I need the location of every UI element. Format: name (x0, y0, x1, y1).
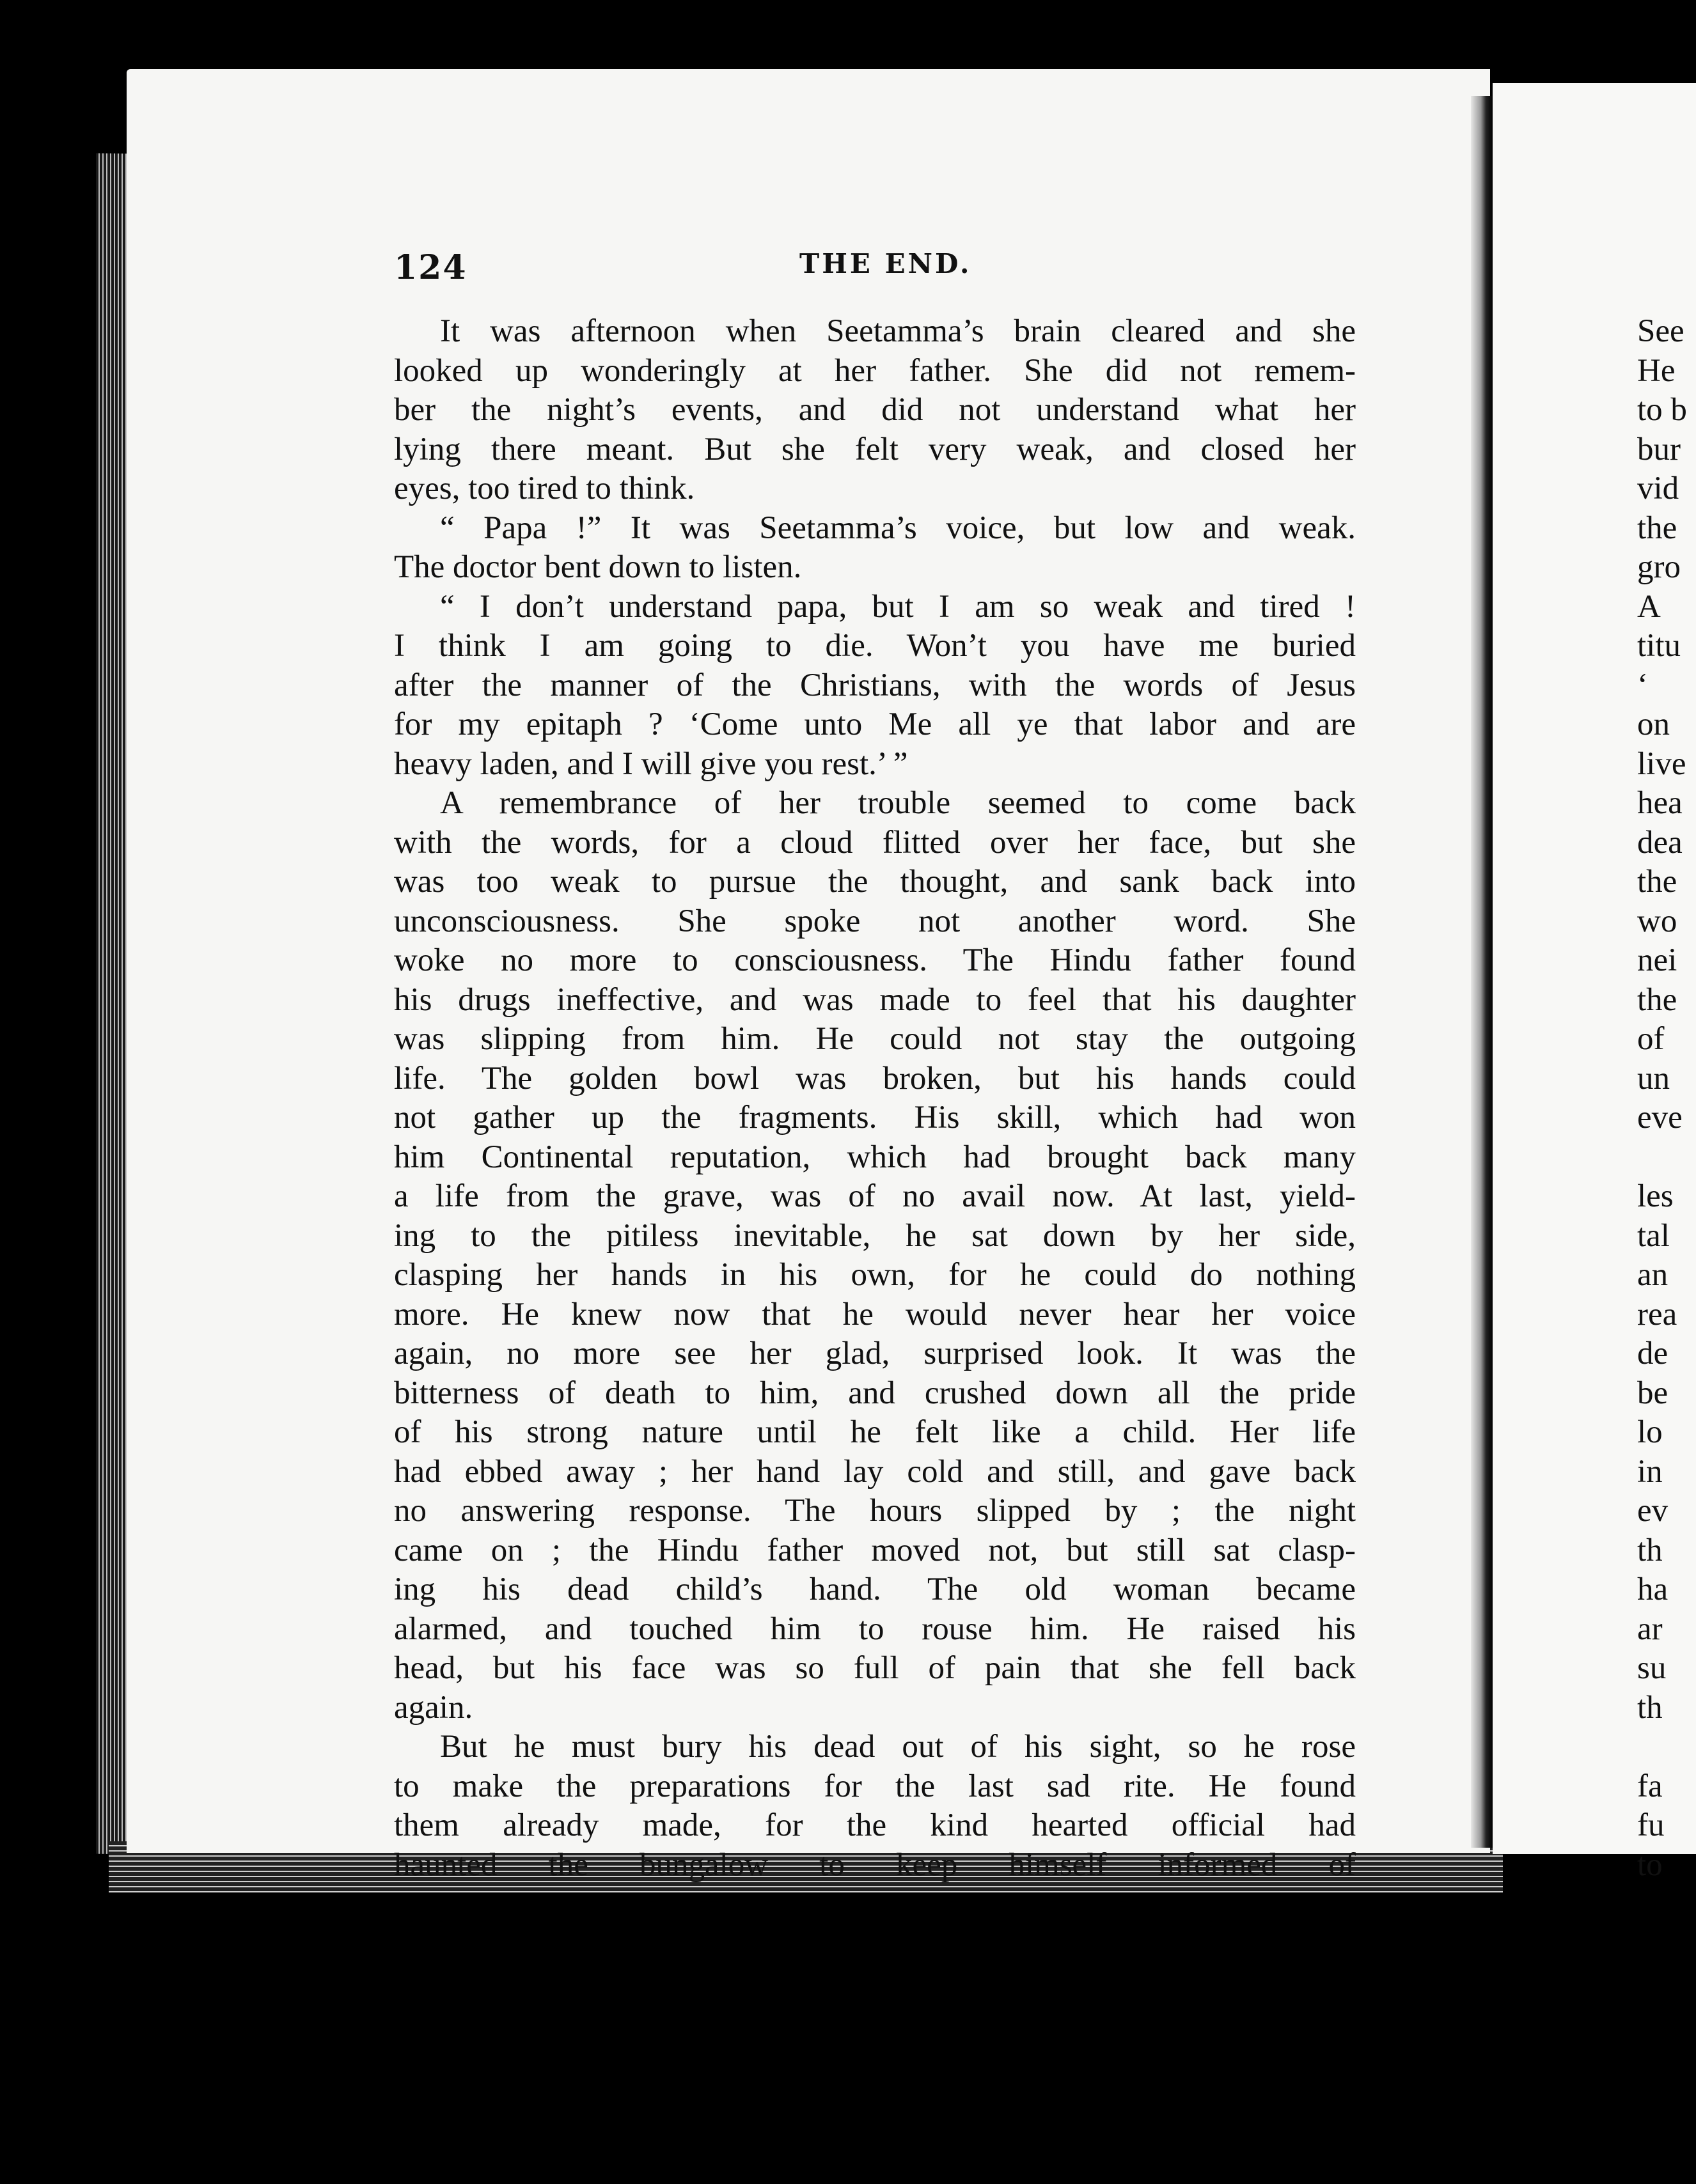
paragraph (394, 784, 1356, 1728)
text-line: bitterness of death to him, and crushed down all the pride (394, 1375, 1356, 1411)
text-line: A remembrance of her trouble seemed to come back (440, 785, 1356, 821)
right-page-line-fragment: the (1637, 981, 1677, 1018)
right-page-line-fragment: He (1637, 352, 1676, 389)
right-page-line-fragment: ar (1637, 1611, 1663, 1647)
paragraph (394, 588, 1356, 784)
text-line: had ebbed away ; her hand lay cold and still, and gave back (394, 1453, 1356, 1490)
text-line: lying there meant. But she felt very weak, and closed her (394, 431, 1356, 467)
text-line: his drugs ineffective, and was made to feel that his daughter (394, 981, 1356, 1018)
right-page-line-fragment: fu (1637, 1807, 1665, 1843)
right-page-line-fragment: ha (1637, 1572, 1669, 1607)
right-page-line-fragment: eve (1637, 1100, 1683, 1135)
line-gap (1637, 1728, 1696, 1767)
text-line: was slipping from him. He could not stay the outgoing (394, 1021, 1356, 1057)
right-page-line-fragment: gro (1637, 549, 1681, 585)
text-line: head, but his face was so full of pain that she fell back (394, 1650, 1356, 1686)
text-line: ing his dead child’s hand. The old woman became (394, 1572, 1356, 1607)
right-page-line-fragment: rea (1637, 1296, 1677, 1332)
text-line: clasping her hands in his own, for he could do nothing (394, 1257, 1356, 1293)
text-line: I think I am going to die. Won’t you have me buried (394, 628, 1356, 664)
book-gutter (1471, 96, 1493, 1848)
text-line: to make the preparations for the last sad rite. He found (394, 1768, 1356, 1804)
text-line: no answering response. The hours slipped by ; the night (394, 1493, 1356, 1529)
text-line: ing to the pitiless inevitable, he sat down by her side, (394, 1217, 1356, 1254)
right-page-line-fragment: hea (1637, 785, 1683, 821)
right-page-line-fragment: of (1637, 1021, 1665, 1057)
right-page-line-fragment: to (1637, 1846, 1663, 1883)
text-line: again. (394, 1689, 473, 1726)
page-number: 124 (394, 248, 467, 287)
paragraph (394, 1728, 1356, 1885)
right-page-line-fragment: tal (1637, 1217, 1670, 1254)
text-line: of his strong nature until he felt like a child. Her life (394, 1414, 1356, 1450)
right-page-line-fragment: fa (1637, 1768, 1663, 1804)
right-page-line-fragment: vid (1637, 471, 1679, 506)
line-gap (1637, 1138, 1696, 1178)
right-page-line-fragment: su (1637, 1650, 1667, 1686)
right-page-line-fragment: ‘ (1637, 667, 1648, 703)
body-text (394, 312, 1356, 1885)
right-page-line-fragment: A (1637, 588, 1661, 625)
text-line: haunted the bungalow to keep himself informed of (394, 1846, 1356, 1883)
right-page-text (1637, 312, 1696, 1885)
text-line: But he must bury his dead out of his sight, so he rose (440, 1729, 1356, 1765)
right-page-line-fragment: See (1637, 313, 1684, 349)
right-page-line-fragment: titu (1637, 628, 1681, 664)
text-line: with the words, for a cloud flitted over her face, but she (394, 824, 1356, 861)
right-page-line-fragment: live (1637, 745, 1686, 782)
text-line: It was afternoon when Seetamma’s brain cleared and she (440, 313, 1356, 349)
right-page-line-fragment: wo (1637, 903, 1677, 939)
text-line: more. He knew now that he would never hear her voice (394, 1296, 1356, 1332)
text-line: for my epitaph ? ‘Come unto Me all ye that labor and are (394, 706, 1356, 742)
text-line: not gather up the fragments. His skill, which had won (394, 1100, 1356, 1135)
text-line: eyes, too tired to think. (394, 471, 695, 506)
text-line: came on ; the Hindu father moved not, but still sat clasp- (394, 1532, 1356, 1568)
right-page-line-fragment: dea (1637, 824, 1683, 861)
right-page-line-fragment: nei (1637, 942, 1677, 978)
paragraph (394, 509, 1356, 588)
right-page-line-fragment: in (1637, 1453, 1663, 1490)
text-line: alarmed, and touched him to rouse him. He raised his (394, 1611, 1356, 1647)
right-page-line-fragment: les (1637, 1178, 1674, 1214)
right-page-line-fragment: un (1637, 1060, 1670, 1096)
paragraph (394, 312, 1356, 509)
text-line: ber the night’s events, and did not understand what her (394, 392, 1356, 428)
running-head: THE END. (799, 248, 972, 279)
right-page-line-fragment: an (1637, 1257, 1669, 1293)
text-line: unconsciousness. She spoke not another word. She (394, 903, 1356, 939)
text-line: was too weak to pursue the thought, and sank back into (394, 864, 1356, 900)
right-page-line-fragment: be (1637, 1375, 1669, 1411)
text-line: heavy laden, and I will give you rest.’ ” (394, 745, 908, 782)
text-line: The doctor bent down to listen. (394, 549, 802, 585)
text-line: woke no more to consciousness. The Hindu father found (394, 942, 1356, 978)
text-line: him Continental reputation, which had brought back many (394, 1139, 1356, 1175)
right-page-line-fragment: th (1637, 1689, 1663, 1726)
text-line: them already made, for the kind hearted official had (394, 1807, 1356, 1843)
text-line: looked up wonderingly at her father. She did not remem- (394, 352, 1356, 389)
text-line: a life from the grave, was of no avail now. At last, yield- (394, 1178, 1356, 1214)
right-page-line-fragment: lo (1637, 1414, 1663, 1450)
right-page-line-fragment: the (1637, 510, 1677, 546)
right-page-line-fragment: on (1637, 706, 1670, 742)
right-page-line-fragment: bur (1637, 431, 1681, 467)
right-page-line-fragment: ev (1637, 1493, 1669, 1529)
right-page-line-fragment: de (1637, 1336, 1669, 1371)
right-page-line-fragment: th (1637, 1532, 1663, 1568)
right-page-line-fragment: the (1637, 864, 1677, 900)
text-line: “ I don’t understand papa, but I am so weak and tired ! (440, 588, 1356, 625)
text-line: after the manner of the Christians, with the words of Jesus (394, 667, 1356, 703)
text-line: life. The golden bowl was broken, but his hands could (394, 1060, 1356, 1096)
page-edges-left (96, 153, 128, 1855)
right-page-line-fragment: to b (1637, 392, 1687, 428)
text-line: again, no more see her glad, surprised look. It was the (394, 1336, 1356, 1371)
text-line: “ Papa !” It was Seetamma’s voice, but low and weak. (440, 510, 1356, 546)
